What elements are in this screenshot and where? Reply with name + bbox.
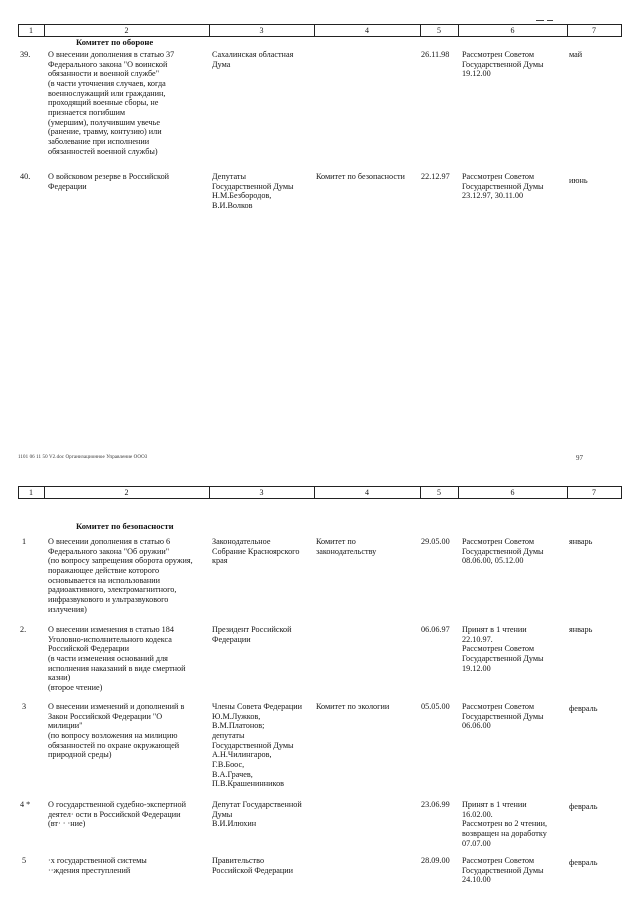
month: февраль <box>569 802 598 811</box>
initiator: Депутат Государственной Думы В.И.Илюхин <box>212 800 302 829</box>
month: февраль <box>569 704 598 713</box>
page-number: 97 <box>576 454 583 462</box>
column-number: 7 <box>592 26 596 35</box>
committee: Комитет по безопасности <box>316 172 405 181</box>
row-number: 4 * <box>20 800 31 809</box>
bill-title: О внесении изменений и дополнений в Закон Российской Федерации "О милиции" (по вопросу возложения на милицию обязанностей по охране окружающей природной среды) <box>48 702 185 760</box>
column-number: 4 <box>365 488 369 497</box>
column-number: 5 <box>437 488 441 497</box>
section-title: Комитет по безопасности <box>76 521 174 531</box>
bill-title: О войсковом резерве в Российской Федерации <box>48 172 170 191</box>
initiator: Законодательное Собрание Красноярского края <box>212 537 300 566</box>
row-number: 5 <box>22 856 27 865</box>
column-number: 7 <box>592 488 596 497</box>
bill-title: О внесении дополнения в статью 6 Федерального закона "Об оружии" (по вопросу запрещения оборота оружия, поражающее действие которого основывается на использовании радиоактивного, электромагнитного, инфразвукового и ультразвукового излучения) <box>48 537 193 614</box>
bill-title: ·х государственной системы ··ждения преступлений <box>48 856 147 875</box>
row-number: 40. <box>20 172 31 181</box>
column-number: 3 <box>259 26 264 35</box>
row-number: 1 <box>22 537 27 546</box>
status: Рассмотрен Советом Государственной Думы 19.12.00 <box>462 50 544 79</box>
month: май <box>569 50 583 59</box>
column-number: 1 <box>29 26 33 35</box>
bill-title: О внесении дополнения в статью 37 Федерального закона "О воинской обязанности и военной службе" (в части уточнения случаев, когда военнослужащий или гражданин, проходящий военные сборы, не признается погибшим (умершим), получившим увечье (ранение, травму, контузию) или заболевание при исполнении обязанностей военной службы) <box>48 50 175 156</box>
column-number: 3 <box>259 488 264 497</box>
row-number: 39. <box>20 50 31 59</box>
col-divider <box>621 486 622 499</box>
bill-title: О внесении изменения в статью 184 Уголовно-исполнительного кодекса Российской Федерации (в части изменения оснований для исполнения наказаний в виде смертной казни) (второе чтение) <box>48 625 186 693</box>
row-number: 2. <box>20 625 27 634</box>
date: 23.06.99 <box>421 800 450 809</box>
status: Рассмотрен Советом Государственной Думы 23.12.97, 30.11.00 <box>462 172 544 201</box>
column-number: 6 <box>510 26 515 35</box>
column-number: 1 <box>29 488 33 497</box>
initiator: Сахалинская областная Дума <box>212 50 294 69</box>
status: Рассмотрен Советом Государственной Думы 06.06.00 <box>462 702 544 731</box>
month: июнь <box>569 176 588 185</box>
status: Рассмотрен Советом Государственной Думы 24.10.00 <box>462 856 544 885</box>
header-bottom-rule <box>18 498 622 499</box>
date: 28.09.00 <box>421 856 450 865</box>
status: Принят в 1 чтении 16.02.00. Рассмотрен во 2 чтении, возвращен на доработку 07.07.00 <box>462 800 548 848</box>
column-number: 4 <box>365 26 369 35</box>
date: 29.05.00 <box>421 537 450 546</box>
column-number: 2 <box>124 488 129 497</box>
month: январь <box>569 625 593 634</box>
date: 05.05.00 <box>421 702 450 711</box>
committee: Комитет по законодательству <box>316 537 377 556</box>
row-number: 3 <box>22 702 27 711</box>
month: февраль <box>569 858 598 867</box>
initiator: Члены Совета Федерации Ю.М.Лужков, В.М.Платонов; депутаты Государственной Думы А.Н.Чилингаров, Г.В.Боос, В.А.Грачев, П.В.Крашенинников <box>212 702 303 789</box>
bill-title: О государственной судебно-экспертной деятел· ости в Российской Федерации (вт· · ·ние) <box>48 800 186 829</box>
col-divider <box>621 24 622 37</box>
header-top-rule <box>18 486 622 487</box>
section-title: Комитет по обороне <box>76 37 154 47</box>
column-number: 5 <box>437 26 441 35</box>
status: Рассмотрен Советом Государственной Думы 08.06.00, 05.12.00 <box>462 537 544 566</box>
committee: Комитет по экологии <box>316 702 390 711</box>
month: январь <box>569 537 593 546</box>
initiator: Президент Российской Федерации <box>212 625 292 644</box>
scan-mark <box>547 20 553 21</box>
status: Принят в 1 чтении 22.10.97. Рассмотрен Советом Государственной Думы 19.12.00 <box>462 625 544 673</box>
scan-mark <box>536 20 544 21</box>
column-number: 2 <box>124 26 129 35</box>
header-top-rule <box>18 24 622 25</box>
date: 06.06.97 <box>421 625 450 634</box>
initiator: Депутаты Государственной Думы Н.М.Безбородов, В.И.Волков <box>212 172 294 211</box>
date: 26.11.98 <box>421 50 450 59</box>
column-number: 6 <box>510 488 515 497</box>
date: 22.12.97 <box>421 172 450 181</box>
document-footer: 1101 06 11 50 V2.doc Организационное Управление ООО3 <box>18 455 148 460</box>
initiator: Правительство Российской Федерации <box>212 856 294 875</box>
